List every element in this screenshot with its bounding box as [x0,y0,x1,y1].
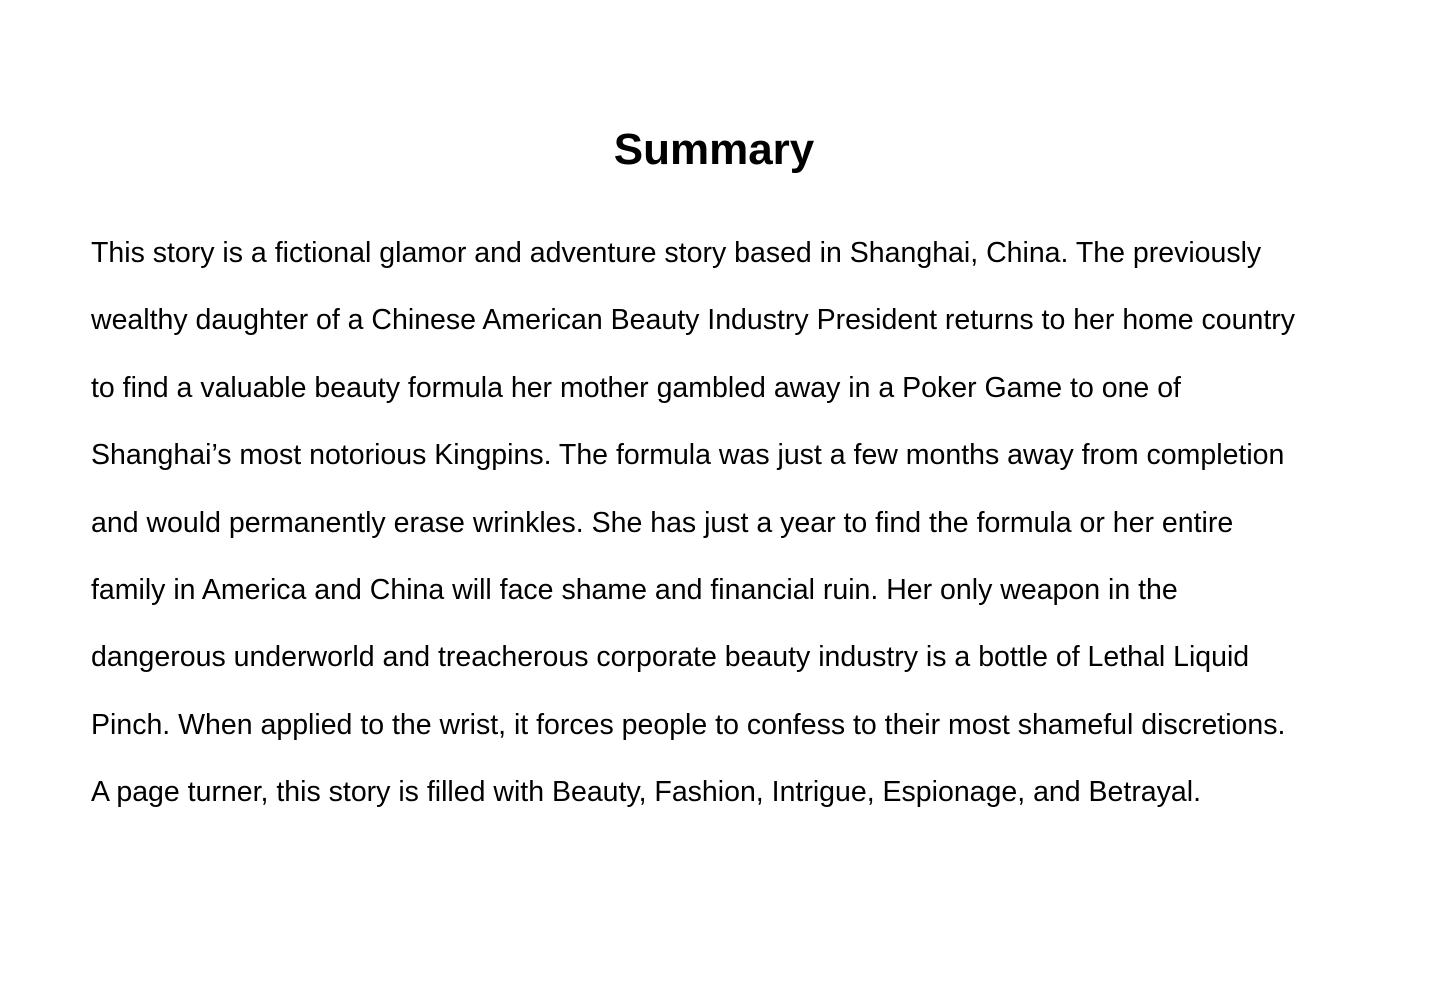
paragraph-line: wealthy daughter of a Chinese American Beauty Industry President returns to her home country [91,304,1295,337]
paragraph-line: This story is a fictional glamor and adventure story based in Shanghai, China. The previously [91,237,1262,269]
paragraph-line: A page turner, this story is filled with Beauty, Fashion, Intrigue, Espionage, and Betrayal. [91,776,1202,809]
paragraph-line: dangerous underworld and treacherous corporate beauty industry is a bottle of Lethal Liquid [91,641,1250,674]
paragraph-line: Pinch. When applied to the wrist, it forces people to confess to their most shameful discretions. [91,708,1286,741]
paragraph-line: Shanghai’s most notorious Kingpins. The formula was just a few months away from completion [91,439,1285,472]
paragraph-line: family in America and China will face shame and financial ruin. Her only weapon in the [91,574,1178,607]
summary-paragraph [91,220,1391,827]
paragraph-line: to find a valuable beauty formula her mother gambled away in a Poker Game to one of [91,371,1181,404]
paragraph-line: and would permanently erase wrinkles. She has just a year to find the formula or her entire [91,506,1234,539]
page-title: Summary [613,125,815,174]
